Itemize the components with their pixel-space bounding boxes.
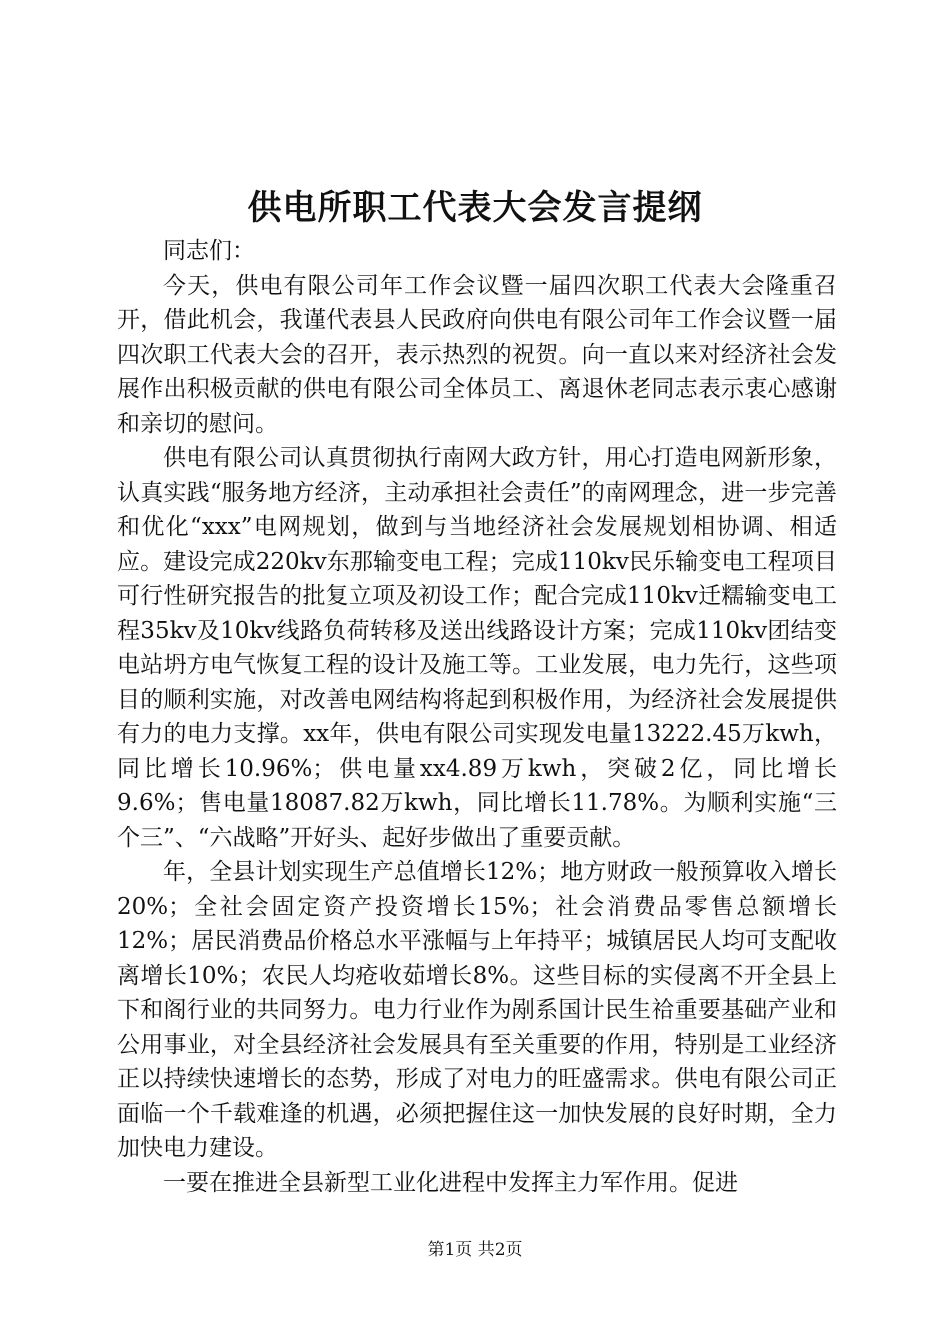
document-title: 供电所职工代表大会发言提纲 — [247, 188, 703, 228]
paragraph-achievements: 供电有限公司认真贯彻执行南网大政方针，用心打造电网新形象，认真实践“服务地方经济，主动承担社会责任”的南网理念，进一步完善和优化“xxx”电网规划，做到与当地经济社会发展规划相协调、相适应。建设完成220kv东那输变电工程；完成110kv民乐输变电工程项目可行性研究报告的批复立项及初设工作；配合完成110kv迁糯输变电工程35kv及10kv线路负荷转移及送出线路设计方案；完成110kv团结变电站坍方电气恢复工程的设计及施工等。工业发展，电力先行，这些项目的顺利实施，对改善电网结构将起到积极作用，为经济社会发展提供有力的电力支撑。xx年，供电有限公司实现发电量13222.45万kwh，同比增长10.96%；供电量xx4.89万kwh，突破2亿，同比增长9.6%；售电量18087.82万kwh，同比增长11.78%。为顺利实施“三个三”、“六战略”开好头、起好步做出了重要贡献。 — [117, 445, 837, 851]
paragraph-opening: 今天，供电有限公司年工作会议暨一届四次职工代表大会隆重召开，借此机会，我谨代表县人民政府向供电有限公司年工作会议暨一届四次职工代表大会的召开，表示热烈的祝贺。向一直以来对经济社会发展作出积极贡献的供电有限公司全体员工、离退休老同志表示衷心感谢和亲切的慰问。 — [117, 272, 837, 437]
paragraph-first-point: 一要在推进全县新型工业化进程中发挥主力军作用。促进 — [163, 1169, 738, 1196]
salutation: 同志们： — [163, 238, 255, 264]
paragraph-targets: 年，全县计划实现生产总值增长12%；地方财政一般预算收入增长20%；全社会固定资产投资增长15%；社会消费品零售总额增长12%；居民消费品价格总水平涨幅与上年持平；城镇居民人均可支配收离增长10%；农民人均疮收茹增长8%。这些目标的实侵离不开全县上下和阁行业的共同努力。电力行业作为剐系国计民生祫重要基础产业和公用事业，对全县经济社会发展具有至关重要的作用，特别是工业经济正以持续快速增长的态势，形成了对电力的旺盛需求。供电有限公司正面临一个千载难逢的机遇，必须把握住这一加快发展的良好时期，全力加快电力建设。 — [117, 859, 837, 1161]
document-body — [117, 234, 837, 1200]
page-number-footer: 第1页 共2页 — [427, 1240, 523, 1260]
